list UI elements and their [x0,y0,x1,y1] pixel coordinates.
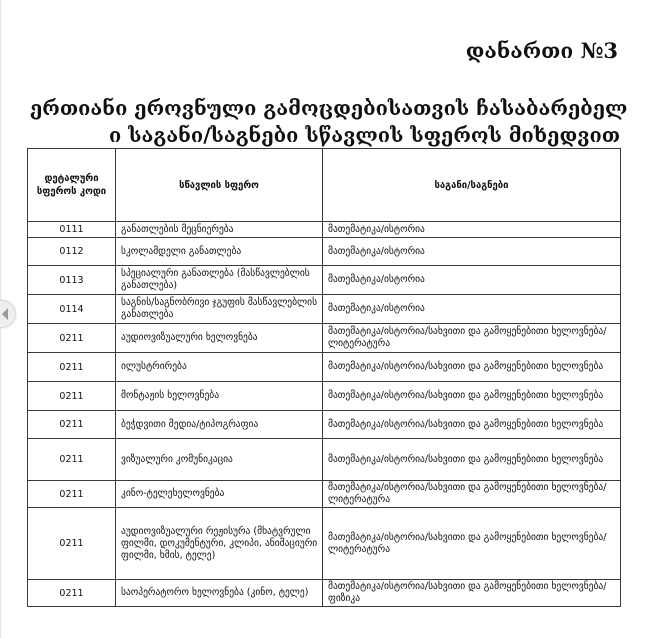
row-field: აუდიოვიზუალური რეჟისურა (მხატვრული ფილმი, დოკუმენტური, კლიპი, ანიმაციური ფილმი, ხმის, ტელე) [116,508,323,580]
row-subjects: მათემატიკა/ისტორია/სახვითი და გამოყენებითი ხელოვნება/ფიზიკა [323,580,621,607]
table-row [28,439,621,481]
table-row [28,411,621,439]
table-row [28,508,621,580]
row-field: განათლების მეცნიერება [116,222,323,238]
subjects-table [27,148,621,607]
annex-title: დანართი №3 [465,38,618,63]
chevron-left-icon [2,308,8,320]
row-code: 0211 [28,411,116,439]
row-code: 0211 [28,324,116,353]
row-code: 0211 [28,481,116,508]
row-field: ილუსტრირება [116,353,323,382]
row-field: კინო-ტელეხელოვნება [116,481,323,508]
row-code: 0113 [28,266,116,295]
row-field: ბეჭდვითი მედია/ტიპოგრაფია [116,411,323,439]
row-subjects: მათემატიკა/ისტორია [323,266,621,295]
row-field: სპეციალური განათლება (მასწავლებლის განათლება) [116,266,323,295]
table-row [28,238,621,266]
row-field: ვიზუალური კომუნიკაცია [116,439,323,481]
row-subjects: მათემატიკა/ისტორია/სახვითი და გამოყენებითი ხელოვნება [323,439,621,481]
row-field: აუდიოვიზუალური ხელოვნება [116,324,323,353]
document-title-line-1: ერთიანი ეროვნული გამოცდებისათვის ჩასაბარებელ [30,96,628,120]
row-subjects: მათემატიკა/ისტორია/სახვითი და გამოყენებითი ხელოვნება [323,411,621,439]
row-field: სკოლამდელი განათლება [116,238,323,266]
row-code: 0211 [28,508,116,580]
header-code: დეტალური სფეროს კოდი [28,149,116,222]
row-field: საგნის/საგნობრივი ჯგუფის მასწავლებლის განათლება [116,295,323,324]
row-field: მონტაჟის ხელოვნება [116,382,323,411]
row-subjects: მათემატიკა/ისტორია [323,295,621,324]
table-row [28,481,621,508]
table-row [28,222,621,238]
header-field: სწავლის სფერო [116,149,323,222]
row-subjects: მათემატიკა/ისტორია/სახვითი და გამოყენებითი ხელოვნება/ლიტერატურა [323,481,621,508]
row-subjects: მათემატიკა/ისტორია [323,238,621,266]
table-row [28,266,621,295]
table-row [28,324,621,353]
header-subjects: საგანი/საგნები [323,149,621,222]
row-subjects: მათემატიკა/ისტორია [323,222,621,238]
table-row [28,382,621,411]
row-code: 0211 [28,580,116,607]
row-code: 0211 [28,353,116,382]
row-code: 0211 [28,439,116,481]
table-row [28,580,621,607]
row-code: 0112 [28,238,116,266]
row-field: საოპერატორო ხელოვნება (კინო, ტელე) [116,580,323,607]
row-subjects: მათემატიკა/ისტორია/სახვითი და გამოყენებითი ხელოვნება/ლიტერატურა [323,508,621,580]
row-code: 0111 [28,222,116,238]
table-header-row [28,149,621,222]
row-subjects: მათემატიკა/ისტორია/სახვითი და გამოყენებითი ხელოვნება/ლიტერატურა [323,324,621,353]
document-title-line-2: ი საგანი/საგნები სწავლის სფეროს მიხედვით [108,123,620,147]
document-title [30,95,628,149]
table-row [28,295,621,324]
row-subjects: მათემატიკა/ისტორია/სახვითი და გამოყენებითი ხელოვნება [323,382,621,411]
previous-page-button[interactable] [0,300,16,328]
row-code: 0211 [28,382,116,411]
table-row [28,353,621,382]
row-subjects: მათემატიკა/ისტორია/სახვითი და გამოყენებითი ხელოვნება [323,353,621,382]
row-code: 0114 [28,295,116,324]
